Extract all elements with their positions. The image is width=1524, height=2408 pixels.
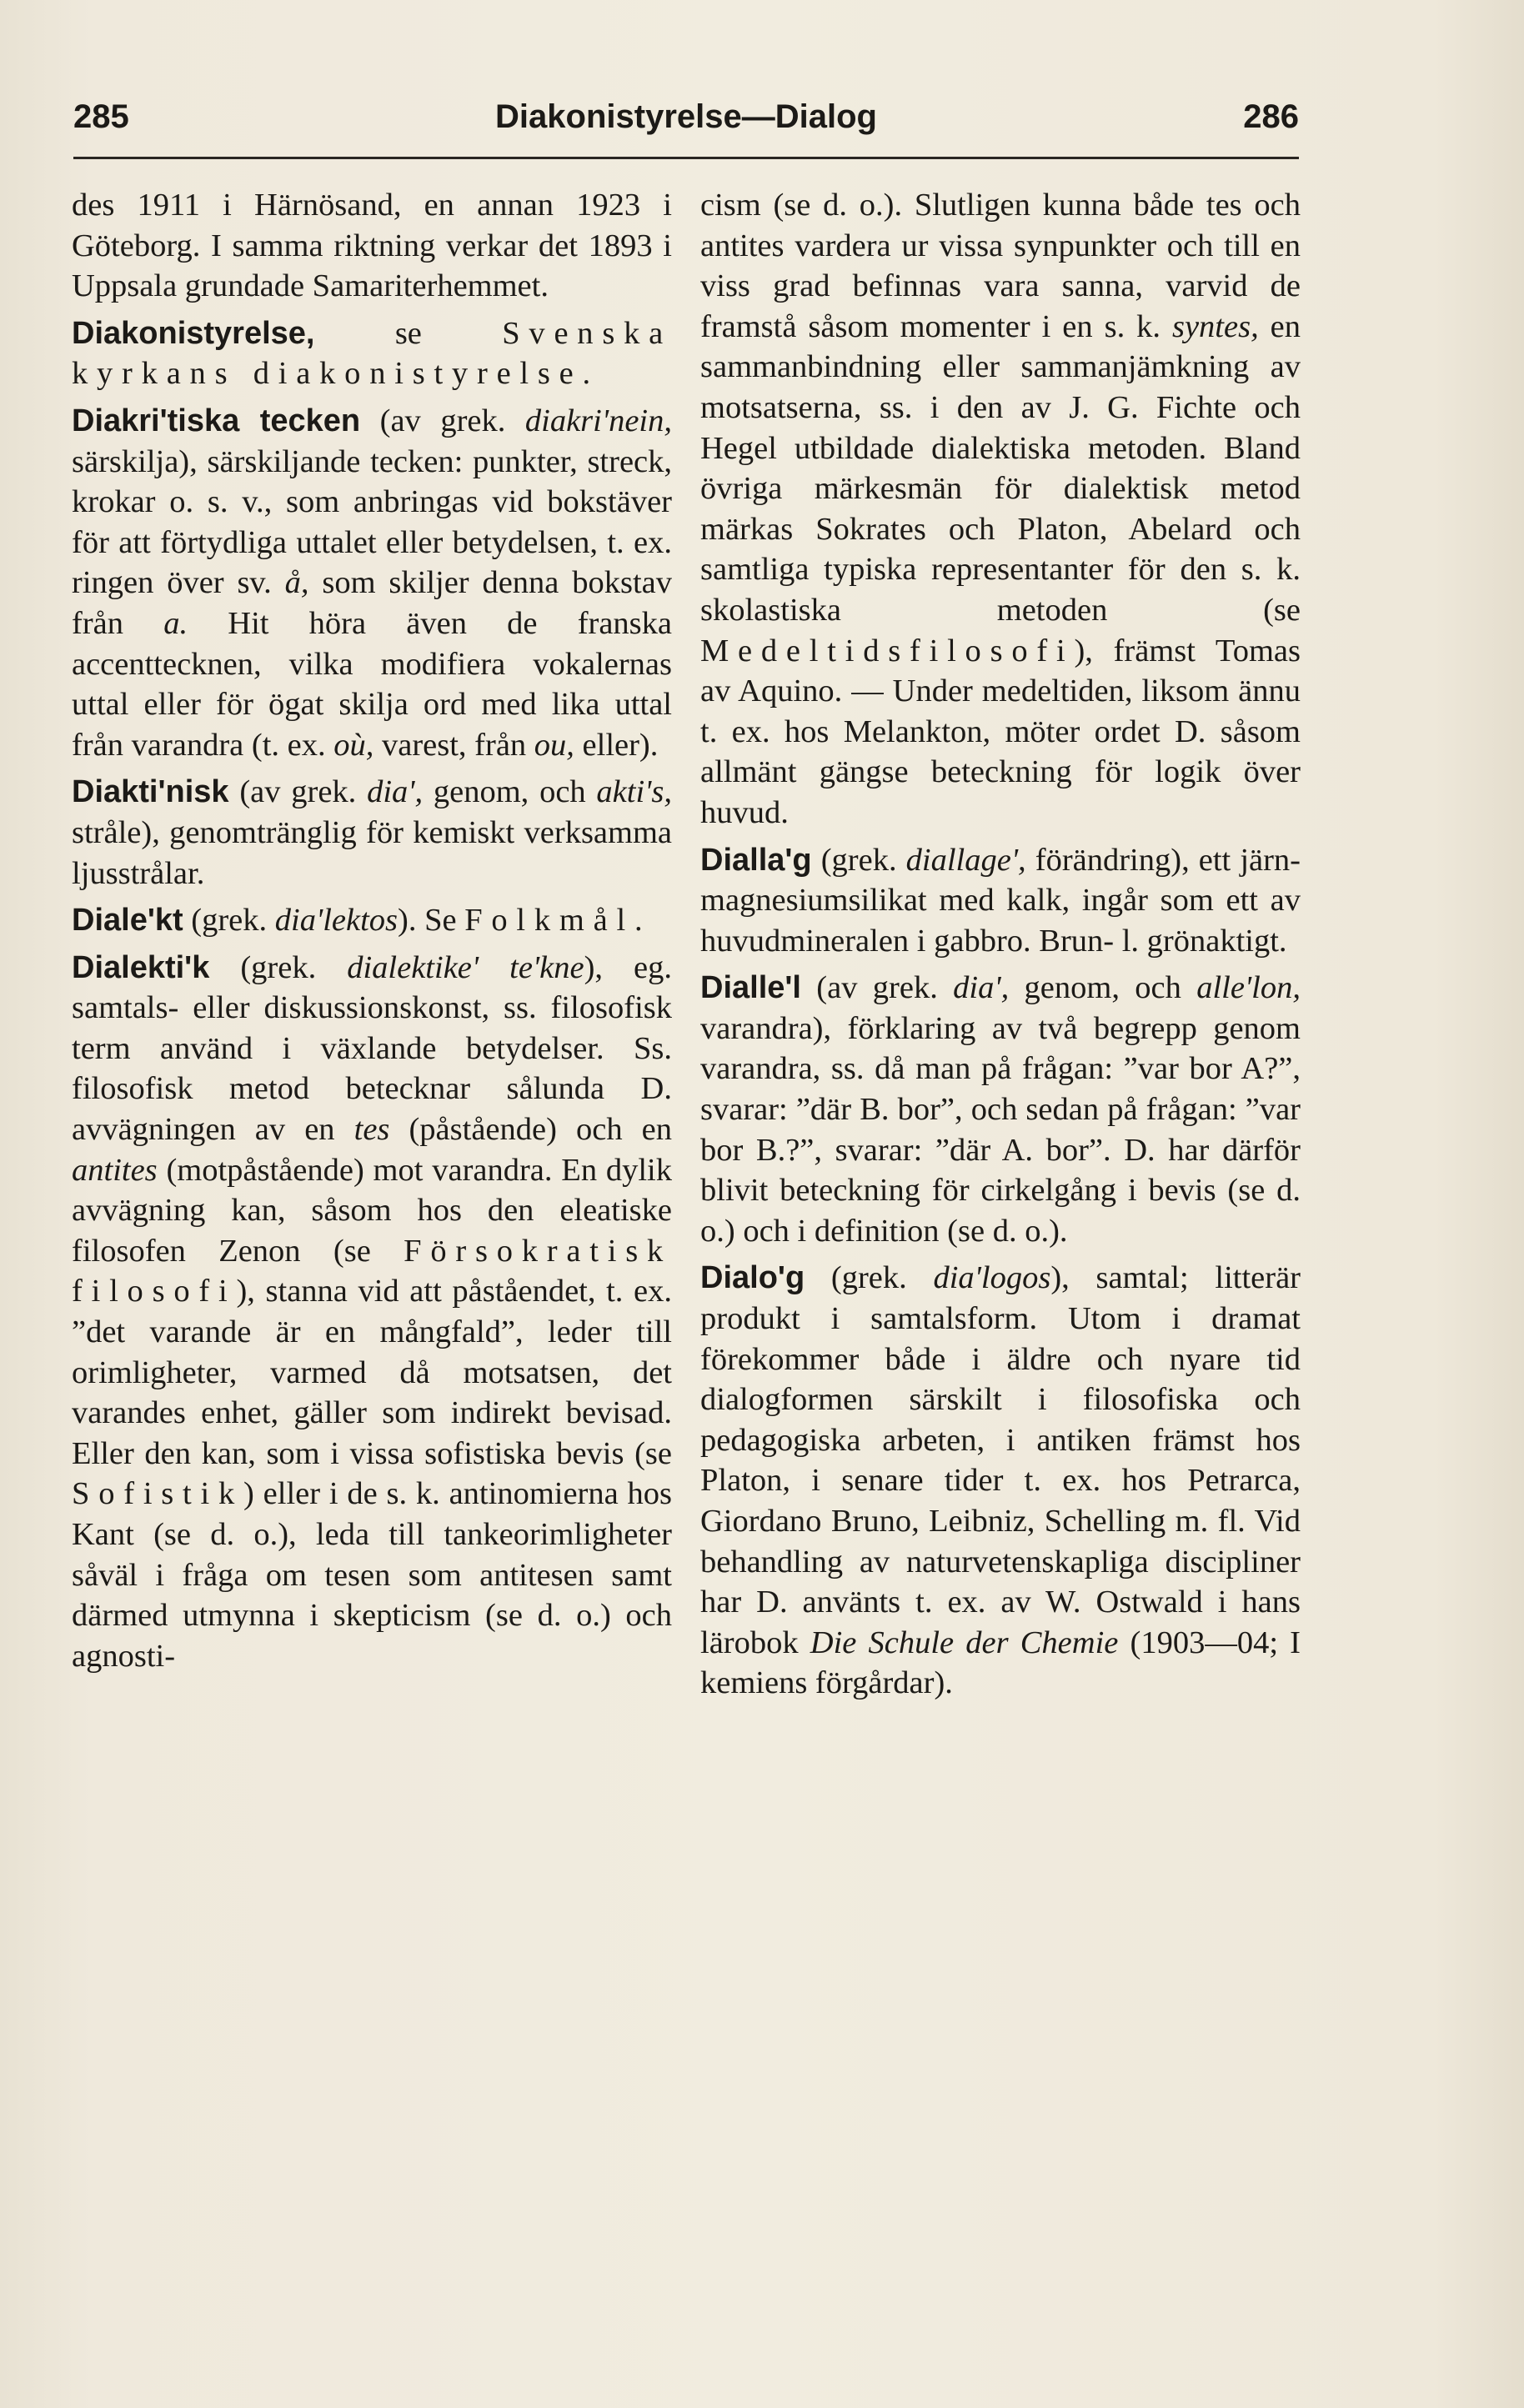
cross-reference: Medeltidsfilosofi — [700, 633, 1075, 668]
entry-diaktinisk: Diakti'nisk (av grek. dia', genom, och akti's, stråle), genomtränglig för kemiskt verksamma ljusstrålar. — [72, 774, 672, 891]
entry-headword: Diakonistyrelse, — [72, 315, 315, 351]
continued-paragraph: des 1911 i Härnösand, en annan 1923 i Göteborg. I samma riktning verkar det 1893 i Uppsala grundade Samariterhemmet. — [72, 188, 672, 304]
header-rule — [73, 157, 1299, 159]
entry-headword: Diakri'tiska tecken — [72, 403, 361, 438]
entry-headword: Diale'kt — [72, 903, 183, 939]
entry-dialektik: Dialekti'k (grek. dialektike' te'kne), eg. samtals- eller diskussionskonst, ss. filosofisk term använd i växlande betydelser. Ss. filosofisk metod betecknar sålunda D. avvägningen av en tes (påstående) och en antites (motpåstående) mot varandra. En dylik avvägning kan, såsom hos den eleatiske filosofen Zenon (se Försokratisk filosofi), stanna vid att påståendet, t. ex. ”det varande är en mångfald”, leder till orimligheter, varmed då motsatsen, det varandes enhet, gäller som indirekt bevisad. Eller den kan, som i vissa sofistiska bevis (se Sofistik) eller i de s. k. antinomierna hos Kant (se d. o.), leda till tankeorimligheter såväl i fråga om tesen som antitesen samt därmed utmynna i skepticism (se d. o.) och agnosti- — [72, 949, 672, 1674]
cross-reference: Folkmål — [464, 903, 635, 939]
page-number-left: 285 — [73, 98, 129, 135]
entry-headword: Dialekti'k — [72, 949, 210, 985]
continued-paragraph: cism (se d. o.). Slutligen kunna både tes och antites vardera ur vissa synpunkter och till en viss grad befinnas vara sanna, varvid de framstå såsom momenter i en s. k. syntes, en sammanbindning eller sammanjämkning av motsatserna, ss. i den av J. G. Fichte och Hegel utbildade dialektiska metoden. Bland övriga märkesmän för dialektisk metod märkas Sokrates och Platon, Abelard och samtliga typiska representanter för den s. k. skolastiska metoden (se Medeltidsfilosofi), främst Tomas av Aquino. — Under medeltiden, liksom ännu t. ex. hos Melankton, möter ordet D. såsom allmänt gängse beteckning för logik över huvud. — [700, 188, 1301, 830]
entry-diakonistyrelse: Diakonistyrelse, se Svenska kyrkans diakonistyrelse. — [72, 315, 672, 392]
entry-diallel: Dialle'l (av grek. dia', genom, och alle'lon, varandra), förklaring av två begrepp genom varandra, ss. då man på frågan: ”var bor A?”, svarar: ”där B. bor”, och sedan på frågan: ”var bor B.?”, svarar: ”där A. bor”. D. har därför blivit beteckning för cirkelgång i bevis (se d. o.) och i definition (se d. o.). — [700, 970, 1301, 1249]
entry-dialekt: Diale'kt (grek. dia'lektos). Se Folkmål. — [72, 903, 643, 939]
entry-headword: Dialla'g — [700, 842, 812, 878]
entry-diakritiska-tecken: Diakri'tiska tecken (av grek. diakri'nein, särskilja), särskiljande tecken: punkter, streck, krokar o. s. v., som anbringas vid bokstäver för att förtydliga uttalet eller betydelsen, t. ex. ringen över sv. å, som skiljer denna bokstav från a. Hit höra även de franska accenttecknen, vilka modifiera vokalernas uttal eller för ögat skilja ord med lika uttal från varandra (t. ex. où, varest, från ou, eller). — [72, 403, 673, 763]
running-title: Diakonistyrelse—Dialog — [495, 98, 877, 135]
entry-diallag: Dialla'g (grek. diallage', förändring), ett järn-magnesiumsilikat med kalk, ingår som ett av huvudmineralen i gabbro. Brun- l. grönaktigt. — [700, 842, 1301, 959]
cross-reference: Svenska kyrkans diakonistyrelse — [72, 315, 672, 392]
entry-dialog: Dialo'g (grek. dia'logos), samtal; litterär produkt i samtalsform. Utom i dramat förekommer både i äldre och nyare tid dialogformen särskilt i filosofiska och pedagogiska arbeten, i antiken främst hos Platon, i senare tider t. ex. hos Petrarca, Giordano Bruno, Leibniz, Schelling m. fl. Vid behandling av naturvetenskapliga discipliner har D. använts t. ex. av W. Ostwald i hans lärobok Die Schule der Chemie (1903—04; I kemiens förgårdar). — [700, 1260, 1301, 1701]
entry-headword: Dialo'g — [700, 1260, 805, 1296]
running-header — [73, 98, 1299, 158]
entry-headword: Dialle'l — [700, 970, 801, 1006]
page-number-right: 286 — [1243, 98, 1299, 135]
right-column — [700, 185, 1301, 1704]
cross-reference: Sofistik — [72, 1476, 244, 1512]
left-column — [72, 185, 672, 1676]
entry-headword: Diakti'nisk — [72, 774, 229, 810]
cross-reference: Försokratisk filosofi — [72, 1233, 672, 1309]
